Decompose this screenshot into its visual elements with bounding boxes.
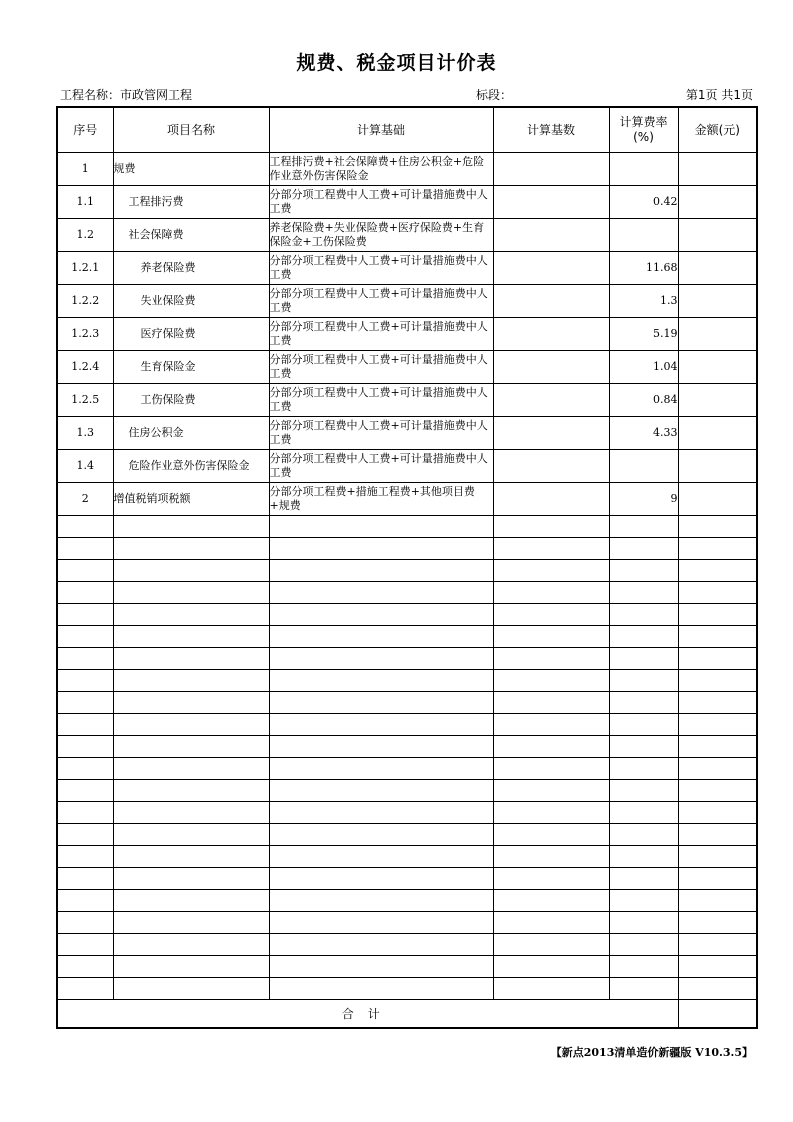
cell-rate (609, 450, 678, 483)
empty-cell (493, 912, 609, 934)
empty-cell (113, 780, 269, 802)
empty-row (57, 912, 757, 934)
empty-cell (678, 934, 757, 956)
empty-cell (678, 890, 757, 912)
empty-cell (57, 802, 113, 824)
empty-cell (113, 978, 269, 1000)
header-basis: 计算基础 (269, 107, 493, 153)
empty-cell (57, 692, 113, 714)
empty-row (57, 648, 757, 670)
empty-cell (609, 802, 678, 824)
empty-cell (493, 758, 609, 780)
empty-cell (57, 670, 113, 692)
empty-cell (57, 780, 113, 802)
cell-basis: 分部分项工程费中人工费+可计量措施费中人工费 (269, 186, 493, 219)
empty-cell (113, 868, 269, 890)
total-row (57, 1000, 757, 1029)
empty-cell (493, 868, 609, 890)
cell-amount (678, 351, 757, 384)
empty-cell (269, 890, 493, 912)
empty-cell (493, 604, 609, 626)
empty-cell (57, 736, 113, 758)
empty-cell (678, 824, 757, 846)
empty-cell (493, 956, 609, 978)
empty-row (57, 802, 757, 824)
empty-cell (678, 780, 757, 802)
empty-cell (678, 758, 757, 780)
cell-seq: 1 (57, 153, 113, 186)
empty-cell (609, 626, 678, 648)
empty-cell (113, 934, 269, 956)
empty-cell (493, 802, 609, 824)
cell-name: 生育保险金 (113, 351, 269, 384)
cell-seq: 1.3 (57, 417, 113, 450)
empty-cell (493, 670, 609, 692)
table-row (57, 417, 757, 450)
empty-cell (609, 604, 678, 626)
empty-cell (57, 824, 113, 846)
cell-basis: 分部分项工程费中人工费+可计量措施费中人工费 (269, 351, 493, 384)
cell-base (493, 153, 609, 186)
cell-base (493, 219, 609, 252)
empty-cell (57, 890, 113, 912)
empty-cell (269, 934, 493, 956)
cell-rate: 0.42 (609, 186, 678, 219)
empty-cell (269, 670, 493, 692)
empty-cell (113, 758, 269, 780)
empty-cell (57, 714, 113, 736)
cell-amount (678, 252, 757, 285)
cell-basis: 工程排污费+社会保障费+住房公积金+危险作业意外伤害保险金 (269, 153, 493, 186)
table-row (57, 252, 757, 285)
empty-cell (269, 560, 493, 582)
empty-cell (113, 846, 269, 868)
empty-cell (57, 956, 113, 978)
cell-basis: 分部分项工程费中人工费+可计量措施费中人工费 (269, 285, 493, 318)
table-row (57, 153, 757, 186)
empty-row (57, 780, 757, 802)
cell-rate: 4.33 (609, 417, 678, 450)
cell-base (493, 483, 609, 516)
cell-rate: 9 (609, 483, 678, 516)
empty-row (57, 626, 757, 648)
empty-cell (57, 626, 113, 648)
empty-cell (113, 560, 269, 582)
cell-amount (678, 384, 757, 417)
empty-cell (609, 670, 678, 692)
cell-basis: 分部分项工程费中人工费+可计量措施费中人工费 (269, 450, 493, 483)
empty-cell (113, 956, 269, 978)
empty-cell (113, 824, 269, 846)
cell-name: 养老保险费 (113, 252, 269, 285)
empty-cell (269, 582, 493, 604)
empty-row (57, 824, 757, 846)
empty-cell (609, 956, 678, 978)
empty-cell (493, 824, 609, 846)
cell-name: 工伤保险费 (113, 384, 269, 417)
cell-base (493, 252, 609, 285)
cell-name: 社会保障费 (113, 219, 269, 252)
empty-cell (269, 956, 493, 978)
empty-cell (269, 758, 493, 780)
cell-basis: 分部分项工程费中人工费+可计量措施费中人工费 (269, 384, 493, 417)
cell-name: 工程排污费 (113, 186, 269, 219)
empty-cell (609, 648, 678, 670)
empty-cell (609, 780, 678, 802)
empty-row (57, 758, 757, 780)
empty-row (57, 934, 757, 956)
cell-base (493, 318, 609, 351)
empty-cell (678, 868, 757, 890)
empty-cell (57, 516, 113, 538)
cell-amount (678, 186, 757, 219)
header-amount: 金额(元) (678, 107, 757, 153)
table-row (57, 351, 757, 384)
empty-cell (113, 626, 269, 648)
empty-cell (113, 516, 269, 538)
cell-name: 医疗保险费 (113, 318, 269, 351)
empty-cell (493, 516, 609, 538)
cell-seq: 1.2.3 (57, 318, 113, 351)
empty-cell (609, 538, 678, 560)
empty-cell (678, 736, 757, 758)
empty-cell (269, 780, 493, 802)
cell-seq: 1.4 (57, 450, 113, 483)
header-rate: 计算费率(%) (609, 107, 678, 153)
cell-basis: 分部分项工程费中人工费+可计量措施费中人工费 (269, 318, 493, 351)
empty-row (57, 890, 757, 912)
empty-cell (493, 736, 609, 758)
empty-cell (269, 846, 493, 868)
empty-row (57, 692, 757, 714)
empty-cell (609, 912, 678, 934)
empty-cell (57, 934, 113, 956)
cell-base (493, 186, 609, 219)
empty-cell (493, 648, 609, 670)
cell-rate (609, 153, 678, 186)
empty-row (57, 582, 757, 604)
empty-cell (493, 978, 609, 1000)
empty-cell (57, 648, 113, 670)
empty-cell (113, 538, 269, 560)
empty-cell (493, 538, 609, 560)
empty-cell (678, 802, 757, 824)
empty-cell (678, 538, 757, 560)
empty-cell (493, 934, 609, 956)
cell-seq: 1.2.5 (57, 384, 113, 417)
header-name: 项目名称 (113, 107, 269, 153)
empty-cell (113, 604, 269, 626)
empty-cell (609, 516, 678, 538)
empty-cell (269, 516, 493, 538)
empty-cell (609, 758, 678, 780)
empty-cell (493, 890, 609, 912)
cell-name: 住房公积金 (113, 417, 269, 450)
cell-basis: 养老保险费+失业保险费+医疗保险费+生育保险金+工伤保险费 (269, 219, 493, 252)
empty-row (57, 736, 757, 758)
empty-cell (57, 538, 113, 560)
empty-cell (678, 648, 757, 670)
empty-cell (57, 912, 113, 934)
cell-amount (678, 285, 757, 318)
cell-rate: 1.04 (609, 351, 678, 384)
empty-cell (609, 890, 678, 912)
cell-name: 失业保险费 (113, 285, 269, 318)
empty-row (57, 604, 757, 626)
empty-cell (493, 846, 609, 868)
cell-base (493, 384, 609, 417)
empty-cell (269, 626, 493, 648)
empty-row (57, 956, 757, 978)
empty-cell (609, 692, 678, 714)
empty-cell (57, 758, 113, 780)
cell-base (493, 285, 609, 318)
empty-cell (57, 560, 113, 582)
cell-rate (609, 219, 678, 252)
empty-cell (57, 604, 113, 626)
empty-cell (493, 692, 609, 714)
empty-cell (678, 714, 757, 736)
empty-row (57, 538, 757, 560)
empty-row (57, 868, 757, 890)
empty-cell (269, 714, 493, 736)
header-seq: 序号 (57, 107, 113, 153)
cell-amount (678, 219, 757, 252)
total-label: 合计 (57, 1000, 678, 1029)
empty-cell (269, 648, 493, 670)
empty-cell (678, 604, 757, 626)
empty-row (57, 978, 757, 1000)
empty-cell (113, 890, 269, 912)
empty-cell (113, 670, 269, 692)
cell-rate: 1.3 (609, 285, 678, 318)
page-title: 规费、税金项目计价表 (296, 52, 497, 74)
empty-row (57, 670, 757, 692)
empty-cell (609, 582, 678, 604)
cell-base (493, 351, 609, 384)
total-amount (678, 1000, 757, 1029)
table-row (57, 483, 757, 516)
empty-cell (609, 978, 678, 1000)
empty-row (57, 516, 757, 538)
table-row (57, 186, 757, 219)
software-version: 【新点2013清单造价新疆版 V10.3.5】 (550, 1046, 753, 1059)
header-row (57, 107, 757, 153)
cell-amount (678, 450, 757, 483)
empty-cell (113, 648, 269, 670)
empty-cell (678, 582, 757, 604)
empty-cell (678, 978, 757, 1000)
empty-cell (678, 626, 757, 648)
empty-cell (609, 714, 678, 736)
cell-seq: 1.2.1 (57, 252, 113, 285)
empty-cell (269, 978, 493, 1000)
cell-seq: 1.2.4 (57, 351, 113, 384)
empty-cell (678, 516, 757, 538)
empty-cell (57, 978, 113, 1000)
empty-cell (609, 824, 678, 846)
empty-cell (269, 604, 493, 626)
empty-cell (678, 912, 757, 934)
cell-seq: 1.2 (57, 219, 113, 252)
fee-table (56, 106, 758, 1029)
cell-seq: 2 (57, 483, 113, 516)
empty-cell (269, 912, 493, 934)
empty-cell (493, 714, 609, 736)
section-label: 标段： (476, 88, 513, 102)
empty-cell (493, 626, 609, 648)
cell-rate: 11.68 (609, 252, 678, 285)
empty-row (57, 846, 757, 868)
empty-cell (493, 780, 609, 802)
table-row (57, 285, 757, 318)
empty-cell (678, 956, 757, 978)
empty-cell (269, 692, 493, 714)
cell-seq: 1.1 (57, 186, 113, 219)
cell-basis: 分部分项工程费+措施工程费+其他项目费+规费 (269, 483, 493, 516)
empty-cell (57, 868, 113, 890)
project-name: 工程名称：市政管网工程 (60, 88, 193, 102)
empty-cell (493, 582, 609, 604)
empty-cell (678, 692, 757, 714)
empty-cell (57, 846, 113, 868)
cell-basis: 分部分项工程费中人工费+可计量措施费中人工费 (269, 252, 493, 285)
empty-cell (57, 582, 113, 604)
header-base: 计算基数 (493, 107, 609, 153)
empty-cell (609, 736, 678, 758)
empty-cell (269, 538, 493, 560)
cell-seq: 1.2.2 (57, 285, 113, 318)
cell-amount (678, 318, 757, 351)
cell-rate: 5.19 (609, 318, 678, 351)
empty-cell (609, 868, 678, 890)
cell-rate: 0.84 (609, 384, 678, 417)
cell-amount (678, 483, 757, 516)
cell-base (493, 450, 609, 483)
cell-amount (678, 417, 757, 450)
empty-cell (609, 846, 678, 868)
empty-cell (113, 692, 269, 714)
empty-row (57, 714, 757, 736)
page-counter: 第1页 共1页 (685, 88, 753, 102)
empty-cell (678, 846, 757, 868)
empty-cell (269, 824, 493, 846)
cell-base (493, 417, 609, 450)
empty-cell (113, 714, 269, 736)
empty-cell (609, 934, 678, 956)
empty-cell (113, 912, 269, 934)
empty-cell (269, 736, 493, 758)
empty-cell (113, 736, 269, 758)
empty-cell (678, 670, 757, 692)
cell-name: 规费 (113, 153, 269, 186)
empty-row (57, 560, 757, 582)
table-row (57, 219, 757, 252)
table-row (57, 384, 757, 417)
empty-cell (269, 868, 493, 890)
table-row (57, 450, 757, 483)
empty-cell (609, 560, 678, 582)
empty-cell (113, 802, 269, 824)
empty-cell (269, 802, 493, 824)
cell-basis: 分部分项工程费中人工费+可计量措施费中人工费 (269, 417, 493, 450)
cell-amount (678, 153, 757, 186)
cell-name: 危险作业意外伤害保险金 (113, 450, 269, 483)
empty-cell (493, 560, 609, 582)
cell-name: 增值税销项税额 (113, 483, 269, 516)
empty-cell (113, 582, 269, 604)
empty-cell (678, 560, 757, 582)
table-row (57, 318, 757, 351)
